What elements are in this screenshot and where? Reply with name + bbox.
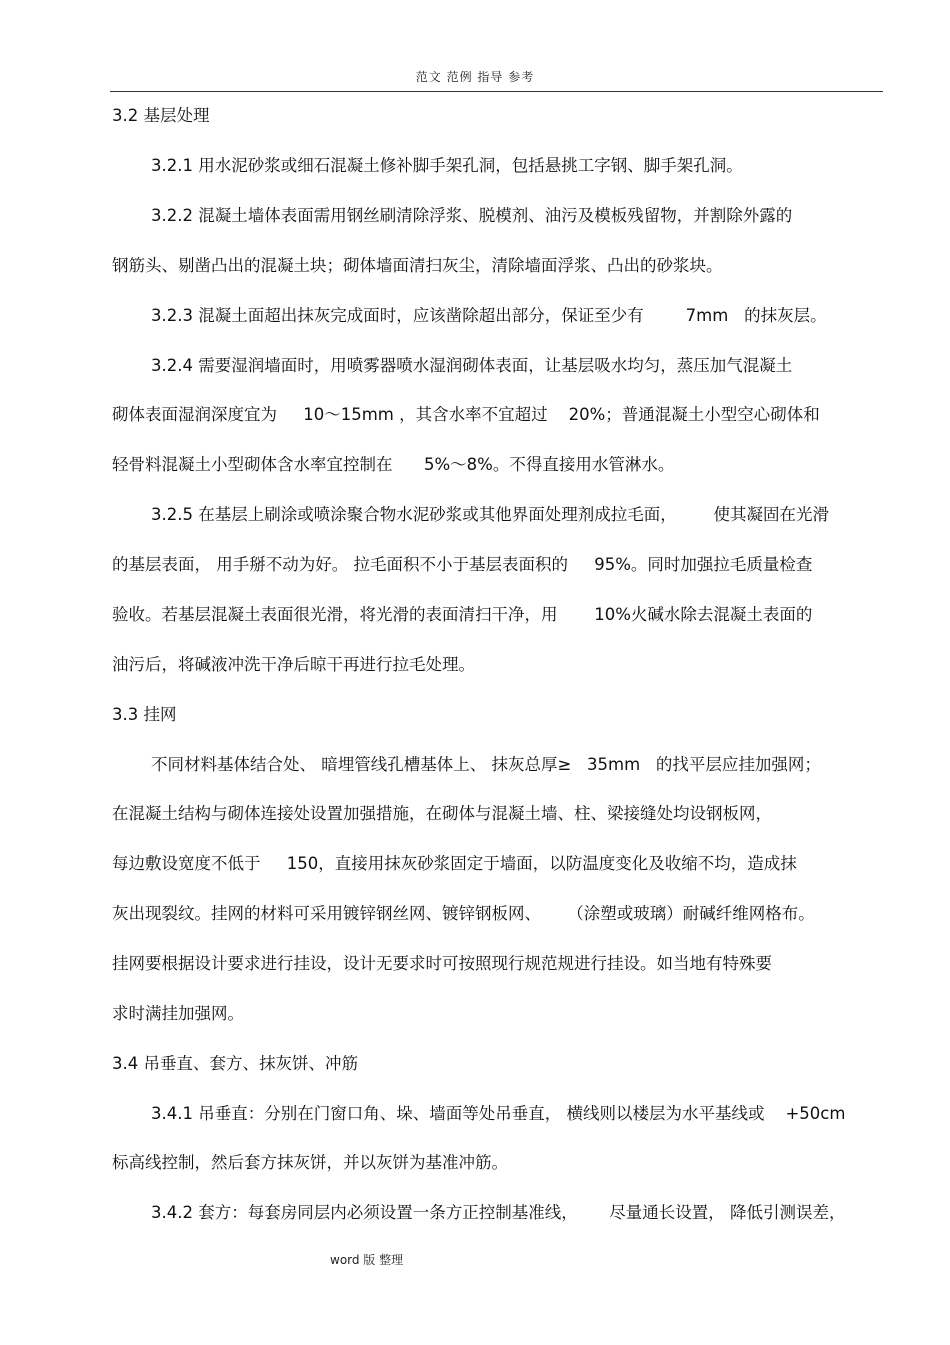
paragraph-line: 油污后，将碱液冲洗干净后晾干再进行拉毛处理。: [112, 655, 475, 674]
paragraph-line: 3.4.1 吊垂直：分别在门窗口角、垛、墙面等处吊垂直， 横线则以楼层为水平基线或 +50cm: [151, 1104, 846, 1123]
paragraph-line: 的基层表面， 用手掰不动为好。 拉毛面积不小于基层表面积的 95%。同时加强拉毛质量检查: [112, 555, 813, 574]
page-header: 范文 范例 指导 参考: [415, 70, 535, 84]
paragraph-line: 3.2.1 用水泥砂浆或细石混凝土修补脚手架孔洞，包括悬挑工字钢、脚手架孔洞。: [151, 156, 743, 175]
paragraph-line: 不同材料基体结合处、 暗埋管线孔槽基体上、 抹灰总厚≥ 35mm 的找平层应挂加强网；: [151, 755, 821, 774]
paragraph-line: 3.2.3 混凝土面超出抹灰完成面时，应该凿除超出部分，保证至少有 7mm 的抹灰层。: [151, 306, 827, 325]
paragraph-line: 标高线控制，然后套方抹灰饼，并以灰饼为基准冲筋。: [112, 1153, 508, 1172]
page-footer: word 版 整理: [330, 1253, 404, 1267]
paragraph-line: 求时满挂加强网。: [112, 1004, 244, 1023]
section-heading: 3.2 基层处理: [112, 106, 210, 125]
section-heading: 3.3 挂网: [112, 705, 177, 724]
paragraph-line: 每边敷设宽度不低于 150，直接用抹灰砂浆固定于墙面，以防温度变化及收缩不均，造成抹: [112, 854, 797, 873]
paragraph-line: 3.2.4 需要湿润墙面时，用喷雾器喷水湿润砌体表面，让基层吸水均匀，蒸压加气混凝土: [151, 356, 793, 375]
paragraph-line: 3.4.2 套方：每套房同层内必须设置一条方正控制基准线， 尽量通长设置， 降低引测误差，: [151, 1203, 846, 1222]
paragraph-line: 灰出现裂纹。挂网的材料可采用镀锌钢丝网、镀锌钢板网、 （涂塑或玻璃）耐碱纤维网格布。: [112, 904, 815, 923]
paragraph-line: 挂网要根据设计要求进行挂设，设计无要求时可按照现行规范规进行挂设。如当地有特殊要: [112, 954, 772, 973]
paragraph-line: 3.2.5 在基层上刷涂或喷涂聚合物水泥砂浆或其他界面处理剂成拉毛面， 使其凝固在光滑: [151, 505, 829, 524]
paragraph-line: 轻骨料混凝土小型砌体含水率宜控制在 5%～8%。不得直接用水管淋水。: [112, 455, 675, 474]
paragraph-line: 3.2.2 混凝土墙体表面需用钢丝刷清除浮浆、脱模剂、油污及模板残留物，并割除外露的: [151, 206, 793, 225]
paragraph-line: 砌体表面湿润深度宜为 10～15mm ，其含水率不宜超过 20%；普通混凝土小型空心砌体和: [112, 405, 820, 424]
paragraph-line: 钢筋头、剔凿凸出的混凝土块；砌体墙面清扫灰尘，清除墙面浮浆、凸出的砂浆块。: [112, 256, 723, 275]
section-heading: 3.4 吊垂直、套方、抹灰饼、冲筋: [112, 1054, 358, 1073]
header-divider: [110, 91, 883, 92]
paragraph-line: 验收。若基层混凝土表面很光滑，将光滑的表面清扫干净，用 10%火碱水除去混凝土表面的: [112, 605, 813, 624]
paragraph-line: 在混凝土结构与砌体连接处设置加强措施，在砌体与混凝土墙、柱、梁接缝处均设钢板网，: [112, 804, 772, 823]
